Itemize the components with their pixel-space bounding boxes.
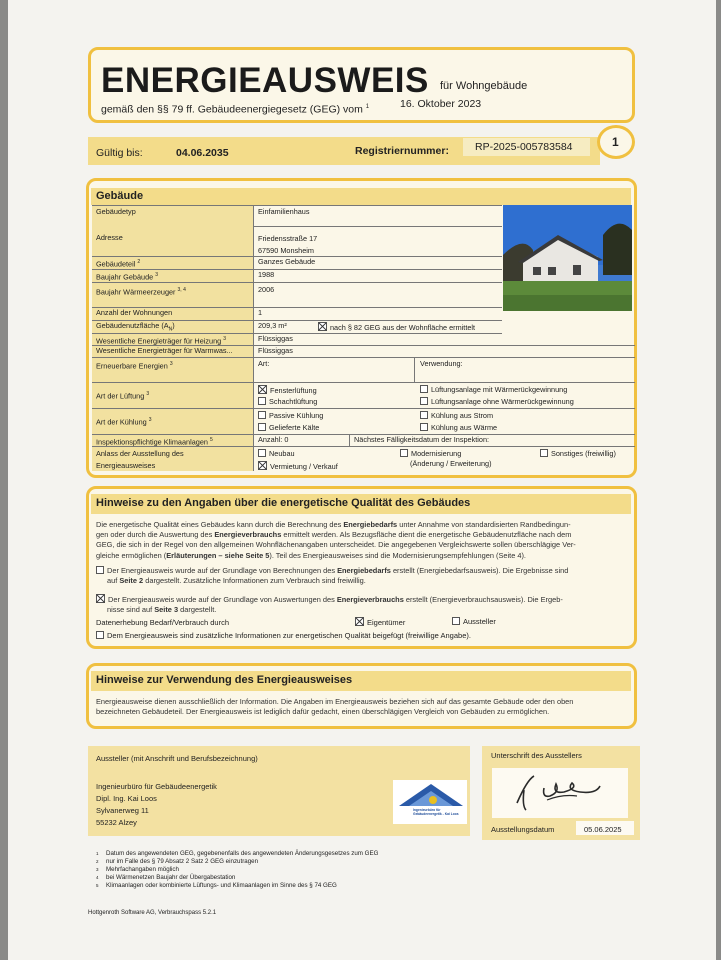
p1-l2b: Energieverbrauchs xyxy=(214,530,282,540)
opt2-l1b: Energieverbrauchs xyxy=(336,595,404,604)
row-adresse xyxy=(92,226,502,257)
row-heizung xyxy=(92,334,635,346)
adresse-line2: 67590 Monsheim xyxy=(258,246,314,255)
sonstiges-label: Sonstiges (freiwillig) xyxy=(551,449,616,458)
erneuerbar-divider xyxy=(414,358,415,382)
gebaeudeteil-label-text: Gebäudeteil xyxy=(96,259,136,269)
anlass-modernisierung xyxy=(400,449,461,459)
kuehlung-waerme xyxy=(420,423,497,433)
building-photo xyxy=(503,205,632,311)
para-line-4 xyxy=(96,551,632,561)
kuehlung-label xyxy=(92,409,254,434)
aussteller-line-1: Ingenieurbüro für Gebäudeenergetik xyxy=(96,782,217,791)
anlass-neubau xyxy=(258,449,295,459)
row-klima xyxy=(92,435,635,447)
aussteller-label: Aussteller (mit Anschrift und Berufsbezeichnung) xyxy=(96,754,258,763)
verwendung-line-1: Energieausweise dienen ausschließlich der Information. Die Angaben im Energieausweis beziehen sich auf das gesamte Gebäude oder den oben xyxy=(96,697,574,706)
modernisierung-checkbox[interactable] xyxy=(400,449,408,457)
neubau-checkbox[interactable] xyxy=(258,449,266,457)
valid-value: 04.06.2035 xyxy=(176,147,229,159)
nutzflaeche-note xyxy=(318,322,475,333)
lueftung-mit-wrg-label: Lüftungsanlage mit Wärmerückgewinnung xyxy=(431,385,568,394)
klima-divider xyxy=(349,435,350,446)
eigentuemer-label: Eigentümer xyxy=(367,618,406,627)
warmwasser-label: Wesentliche Energieträger für Warmwas... xyxy=(92,346,254,357)
footnote-3-num: 3 xyxy=(96,867,99,872)
heizung-label-text: Wesentliche Energieträger für Heizung xyxy=(96,336,222,346)
fensterlueftung-label: Fensterlüftung xyxy=(270,386,317,395)
datenerhebung-label: Datenerhebung Bedarf/Verbrauch durch xyxy=(96,618,230,627)
kuehlung-strom-label: Kühlung aus Strom xyxy=(431,411,494,420)
hinweise-qualitaet-paragraph xyxy=(96,520,632,561)
kuehlung-sup: 3 xyxy=(148,417,152,423)
erneuerbar-label xyxy=(92,358,254,382)
waermeerzeuger-label xyxy=(92,283,254,307)
law-footnote: 1 xyxy=(365,104,370,110)
row-baujahr xyxy=(92,270,502,283)
company-logo xyxy=(393,780,467,824)
hinweise-qualitaet-title: Hinweise zu den Angaben über die energetische Qualität des Gebäudes xyxy=(96,497,471,509)
lueftung-label xyxy=(92,383,254,408)
p1-l2a: gen oder durch die Auswertung des xyxy=(96,530,215,540)
row-erneuerbar xyxy=(92,358,635,383)
law-text-main: gemäß den §§ 79 ff. Gebäudeenergiegesetz (GEG) vom xyxy=(101,103,363,116)
opt1-l1a: Der Energieausweis wurde auf der Grundlage von Berechnungen des xyxy=(107,566,338,575)
gebaeudeteil-label xyxy=(92,257,254,269)
page-number: 1 xyxy=(612,135,619,149)
erneuerbar-art: Art: xyxy=(258,359,270,368)
passive-kuehlung-checkbox[interactable] xyxy=(258,411,266,419)
lueftung-sup: 3 xyxy=(146,391,150,397)
lueftung-fenster xyxy=(258,385,317,396)
para-line-3: GEG, die sich in der Regel von den allgemeinen Wohnflächenangaben unterscheidet. Die angegebenen Vergleichswerte sollen überschlägige Ver- xyxy=(96,540,576,550)
row-lueftung xyxy=(92,383,635,409)
footnote-2-text: nur im Falle des § 79 Absatz 2 Satz 2 GEG einzutragen xyxy=(106,858,259,865)
aussteller-line-2: Dipl. Ing. Kai Loos xyxy=(96,794,157,803)
footnote-5-text: Klimaanlagen oder kombinierte Lüftungs- und Klimaanlagen im Sinne des § 74 GEG xyxy=(106,882,337,889)
klima-label-text: Inspektionspflichtige Klimaanlagen xyxy=(96,437,208,447)
klima-sup: 5 xyxy=(210,437,213,443)
lueftung-ohne-wrg xyxy=(420,397,574,407)
nutzflaeche-sub: N xyxy=(168,326,173,333)
lueftung-label-text: Art der Lüftung xyxy=(96,391,145,401)
vermietung-checkbox[interactable] xyxy=(258,461,267,470)
heizung-sup: 3 xyxy=(223,336,227,342)
waermeerzeuger-sup: 3, 4 xyxy=(177,287,186,293)
opt2-line-1 xyxy=(96,594,632,605)
option-verbrauch xyxy=(96,594,632,615)
heizung-label xyxy=(92,334,254,345)
sonstiges-checkbox[interactable] xyxy=(540,449,548,457)
anlass-aenderung: (Änderung / Erweiterung) xyxy=(410,459,492,468)
lueftung-schacht xyxy=(258,397,317,407)
law-date: 16. Oktober 2023 xyxy=(400,98,482,110)
footnote-4-text: bei Wärmenetzen Baujahr der Übergabestation xyxy=(106,874,236,881)
wohnungen-label: Anzahl der Wohnungen xyxy=(92,308,254,320)
vermietung-label: Vermietung / Verkauf xyxy=(270,462,338,471)
gelieferte-kaelte-label: Gelieferte Kälte xyxy=(269,423,320,432)
company-logo-icon xyxy=(393,780,467,824)
opt2-l2b: Seite 3 xyxy=(154,605,179,615)
opt1-line-1 xyxy=(96,566,632,576)
software-credit: Hottgenroth Software AG, Verbrauchspass 5.2.1 xyxy=(88,910,217,916)
opt2-line-2 xyxy=(96,605,632,615)
lueftung-ohne-wrg-checkbox[interactable] xyxy=(420,397,428,405)
opt1-l1b: Energiebedarfs xyxy=(337,566,391,575)
footnote-2-num: 2 xyxy=(96,859,99,864)
adresse-label: Adresse xyxy=(92,226,254,256)
kuehlung-kaelte xyxy=(258,423,319,433)
row-nutzflaeche xyxy=(92,321,502,334)
aussteller-checkbox-label: Aussteller xyxy=(463,617,496,626)
p1-l1c: unter Annahme von standardisierten Randbedingun- xyxy=(397,520,571,529)
opt2-l1a: Der Energieausweis wurde auf der Grundlage von Auswertungen des xyxy=(108,595,337,604)
opt2-l2a: nisse sind auf xyxy=(107,605,155,615)
row-wohnungen xyxy=(92,308,502,321)
klima-count: Anzahl: 0 xyxy=(258,435,289,444)
verwendung-line-2: bezeichneten Gebäudeteil. Der Energieausweis ist lediglich dafür gedacht, einen überschlägigen Vergleich von Gebäuden zu ermöglichen. xyxy=(96,707,550,717)
signature-icon xyxy=(492,768,628,818)
nutzflaeche-label-text: Gebäudenutzfläche (A xyxy=(96,321,169,330)
passive-kuehlung-label: Passive Kühlung xyxy=(269,411,324,420)
bedarf-checkbox[interactable] xyxy=(96,566,104,574)
opt2-l1c: erstellt (Energieverbrauchsausweis). Die Ergeb- xyxy=(403,595,563,604)
gebaeudeteil-sup: 2 xyxy=(137,259,141,265)
zusatz-checkbox[interactable] xyxy=(96,631,104,639)
datenerhebung-aussteller xyxy=(452,617,496,626)
para-line-2 xyxy=(96,530,632,540)
adresse-line1: Friedensstraße 17 xyxy=(258,234,318,243)
erneuerbar-sup: 3 xyxy=(169,361,173,367)
kuehlung-label-text: Art der Kühlung xyxy=(96,417,147,427)
opt1-l2a: auf xyxy=(107,576,120,586)
row-warmwasser xyxy=(92,346,635,358)
kuehlung-passiv xyxy=(258,411,323,421)
nutzflaeche-note-text: nach § 82 GEG aus der Wohnfläche ermittelt xyxy=(330,323,476,332)
waermeerzeuger-label-text: Baujahr Wärmeerzeuger xyxy=(96,287,176,297)
hinweise-verwendung-title: Hinweise zur Verwendung des Energieausweises xyxy=(96,674,353,686)
opt1-l2b: Seite 2 xyxy=(119,576,144,586)
footnote-1-text: Datum des angewendeten GEG, gegebenenfalls des angewendeten Änderungsgesetzes zum GEG xyxy=(106,850,379,857)
aussteller-checkbox[interactable] xyxy=(452,617,460,625)
anlass-label-1: Anlass der Ausstellung des xyxy=(96,449,184,458)
row-kuehlung xyxy=(92,409,635,435)
kuehlung-waerme-label: Kühlung aus Wärme xyxy=(431,423,498,432)
row-gebaeudetyp xyxy=(92,205,502,227)
lueftung-mit-wrg-checkbox[interactable] xyxy=(420,385,428,393)
anlass-vermietung xyxy=(258,461,338,472)
lueftung-mit-wrg xyxy=(420,385,567,395)
option-bedarf xyxy=(96,566,632,586)
lueftung-ohne-wrg-label: Lüftungsanlage ohne Wärmerückgewinnung xyxy=(431,397,574,406)
gebaeudeteil-value: Ganzes Gebäude xyxy=(258,257,316,266)
fensterlueftung-checkbox[interactable] xyxy=(258,385,267,394)
option-zusatz xyxy=(96,631,471,640)
p1-l4c: ). Teil des Energieausweises sind die Modernisierungsempfehlungen (Seite 4). xyxy=(269,550,526,560)
warmwasser-value: Flüssiggas xyxy=(258,346,293,355)
issue-date-label: Ausstellungsdatum xyxy=(491,825,555,834)
waermeerzeuger-value: 2006 xyxy=(258,285,275,294)
gelieferte-kaelte-checkbox[interactable] xyxy=(258,423,266,431)
kuehlung-strom-checkbox[interactable] xyxy=(420,411,428,419)
anlass-label-2: Energieausweises xyxy=(96,460,156,470)
verbrauch-checkbox[interactable] xyxy=(96,594,105,603)
erneuerbar-label-text: Erneuerbare Energien xyxy=(96,361,168,371)
kuehlung-strom xyxy=(420,411,493,421)
row-anlass xyxy=(92,447,635,471)
gebaeudetyp-label: Gebäudetyp xyxy=(92,206,254,226)
opt1-line-2 xyxy=(96,576,632,586)
page-subtitle: für Wohngebäude xyxy=(440,80,528,92)
footnote-4-num: 4 xyxy=(96,875,99,880)
anlass-label xyxy=(92,447,254,471)
aussteller-line-4: 55232 Alzey xyxy=(96,818,137,827)
signature-label: Unterschrift des Ausstellers xyxy=(491,751,582,760)
p1-l1b: Energiebedarfs xyxy=(343,520,398,529)
p1-l4a: gleiche ermöglichen ( xyxy=(96,550,167,560)
house-illustration xyxy=(503,205,632,311)
opt2-l2c: dargestellt. xyxy=(178,605,217,615)
opt1-l1c: erstellt (Energiebedarfsausweis). Die Ergebnisse sind xyxy=(390,566,569,575)
footnote-1-num: 1 xyxy=(96,851,99,856)
modernisierung-label: Modernisierung xyxy=(411,449,462,458)
erneuerbar-verwendung: Verwendung: xyxy=(420,359,463,368)
issue-date-value: 05.06.2025 xyxy=(584,825,622,834)
page-title: ENERGIEAUSWEIS xyxy=(101,61,429,100)
nutzflaeche-label xyxy=(92,321,254,333)
schachtlueftung-label: Schachtlüftung xyxy=(269,397,318,406)
hinweise-verwendung-text xyxy=(96,697,632,717)
company-logo-text: Ingenieurbüro für Gebäudeenergetik - Kai Loos xyxy=(413,808,459,816)
valid-label: Gültig bis: xyxy=(96,147,143,159)
footnote-3 xyxy=(96,866,179,873)
kuehlung-waerme-checkbox[interactable] xyxy=(420,423,428,431)
footnote-5-num: 5 xyxy=(96,883,99,888)
aussteller-line-3: Sylvanerweg 11 xyxy=(96,806,149,815)
footnote-4 xyxy=(96,874,235,881)
baujahr-label-text: Baujahr Gebäude xyxy=(96,272,154,282)
footnote-3-text: Mehrfachangaben möglich xyxy=(106,866,179,873)
heizung-value: Flüssiggas xyxy=(258,334,293,343)
reg-label: Registriernummer: xyxy=(355,145,449,157)
gebaeude-header-bar xyxy=(91,188,631,205)
baujahr-value: 1988 xyxy=(258,270,275,279)
klima-label xyxy=(92,435,254,446)
klima-next: Nächstes Fälligkeitsdatum der Inspektion: xyxy=(354,435,490,444)
signature-field xyxy=(492,768,628,818)
p1-l4b: Erläuterungen – siehe Seite 5 xyxy=(166,550,270,560)
nutzflaeche-value: 209,3 m² xyxy=(258,321,287,330)
p1-l1a: Die energetische Qualität eines Gebäudes kann durch die Berechnung des xyxy=(96,520,344,529)
p1-l2c: ermittelt werden. Als Bezugsfläche dient die energetische Gebäudenutzfläche nach dem xyxy=(281,530,572,540)
nutzflaeche-checkbox[interactable] xyxy=(318,322,327,331)
gebaeudetyp-value: Einfamilienhaus xyxy=(258,207,310,216)
nutzflaeche-close: ) xyxy=(172,321,175,330)
baujahr-sup: 3 xyxy=(155,272,159,278)
footnote-5 xyxy=(96,882,337,889)
schachtlueftung-checkbox[interactable] xyxy=(258,397,266,405)
law-text xyxy=(101,101,369,116)
neubau-label: Neubau xyxy=(269,449,295,458)
row-gebaeudeteil xyxy=(92,257,502,270)
anlass-sonstiges xyxy=(540,449,616,459)
wohnungen-value: 1 xyxy=(258,308,263,317)
opt1-l2c: dargestellt. Zusätzliche Informationen zum Verbrauch sind freiwillig. xyxy=(143,576,366,586)
gebaeude-title: Gebäude xyxy=(96,190,144,202)
zusatz-label: Dem Energieausweis sind zusätzliche Informationen zur energetischen Qualität beigefügt (freiwillige Angabe). xyxy=(107,631,471,640)
eigentuemer-checkbox[interactable] xyxy=(355,617,364,626)
baujahr-label xyxy=(92,270,254,282)
datenerhebung-eigentuemer xyxy=(355,617,405,627)
reg-value: RP-2025-005783584 xyxy=(475,141,573,153)
row-waermeerzeuger xyxy=(92,283,502,308)
footnote-1 xyxy=(96,850,378,857)
para-line-1 xyxy=(96,520,632,530)
footnote-2 xyxy=(96,858,258,865)
